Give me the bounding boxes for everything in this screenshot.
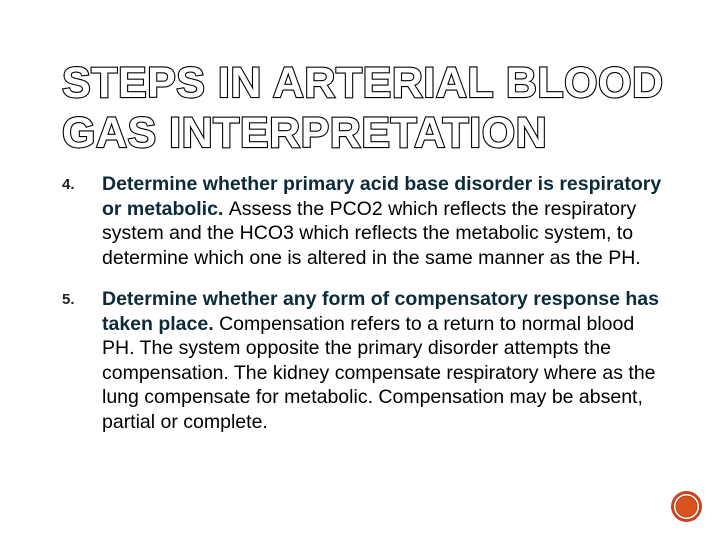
circular-nav-icon: [670, 490, 703, 523]
step-text: Compensation refers to a return to normal blood PH. The system opposite the primary disorder attempts the compensation. The kidney compensate respiratory where as the lung compensate for metabolic. Compensation may be absent, partial or complete.: [102, 312, 656, 433]
list-item: [62, 287, 662, 434]
nav-button[interactable]: [670, 490, 703, 523]
list-item: [62, 172, 662, 270]
slide-title: STEPS IN ARTERIAL BLOOD GAS INTERPRETATION: [62, 59, 664, 157]
steps-list: [62, 172, 662, 451]
step-number: 5.: [62, 291, 75, 308]
step-number: 4.: [62, 176, 75, 193]
step-text: Assess the PCO2 which reflects the respiratory system and the HCO3 which reflects the metabolic system, to determine which one is altered in the same manner as the PH.: [102, 197, 641, 269]
step-lead: Determine whether primary acid base disorder is respiratory or metabolic.: [102, 173, 662, 220]
step-lead: Determine whether any form of compensatory response has taken place.: [102, 288, 659, 335]
